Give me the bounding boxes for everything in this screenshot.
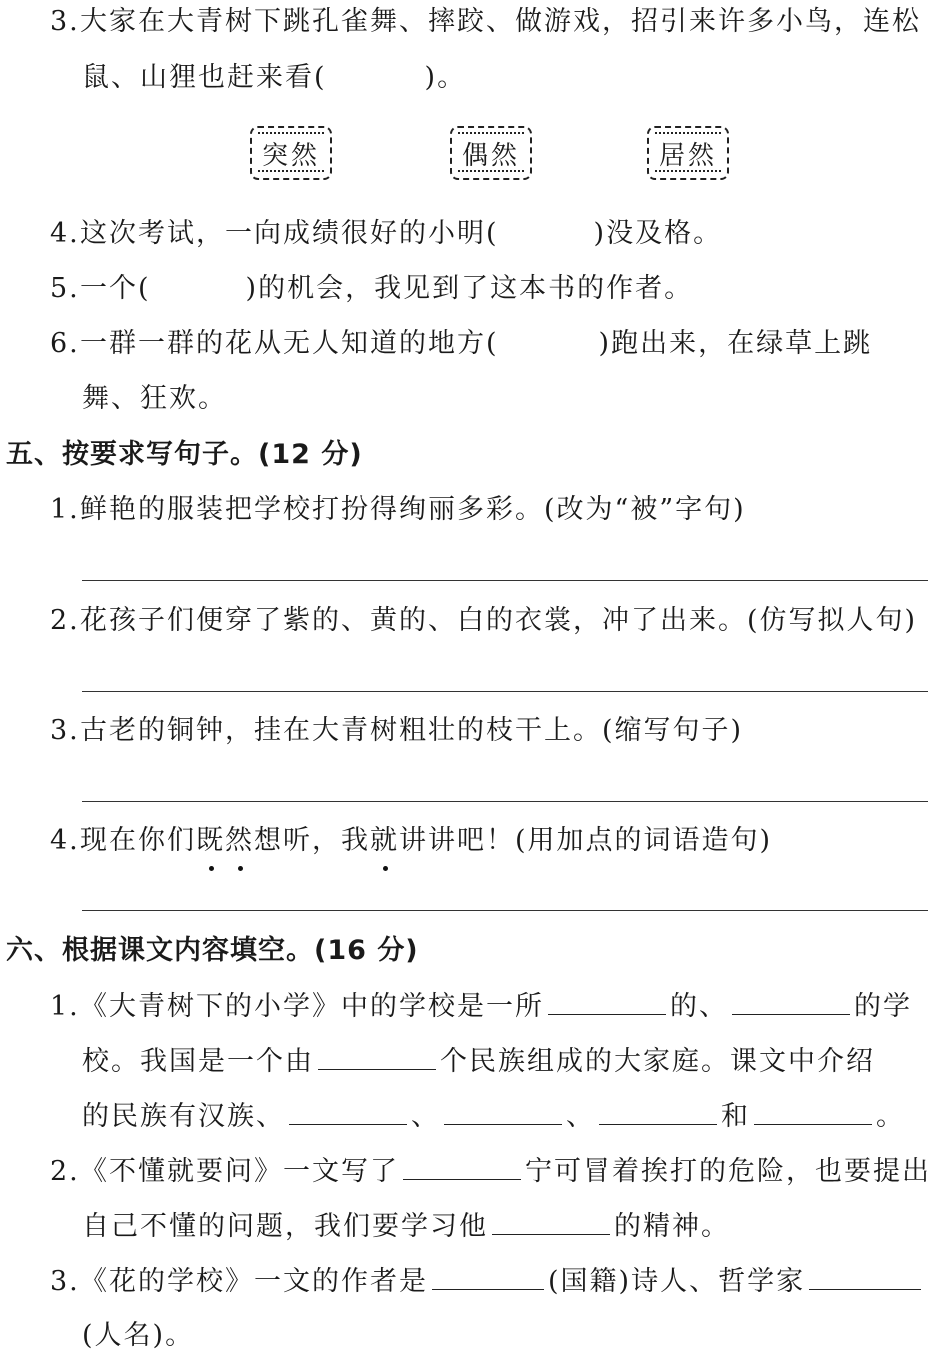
question-number: 1. [50,991,80,1022]
question-text: 想听，我 [254,825,370,856]
fill-question-1-line3 [82,1098,905,1135]
question-text: 舞、狂欢。 [82,383,227,414]
question-text: 《不懂就要问》一文写了 [80,1156,399,1187]
question-number: 5. [50,273,80,304]
question-text: 、 [566,1101,595,1132]
question-text: 的学 [854,991,912,1022]
fill-blank[interactable] [318,1043,436,1070]
question-3-line1 [50,4,921,40]
question-text: 的、 [670,991,728,1022]
question-text: 宁可冒着挨打的危险，也要提出 [525,1156,931,1187]
sentence-task-4 [50,823,772,859]
question-text: )跑出来，在绿草上跳 [598,328,873,359]
question-number: 4. [50,825,80,856]
question-text: 现在你们 [80,825,196,856]
answer-line-3[interactable] [82,801,928,802]
question-5 [50,271,693,307]
fill-blank[interactable] [754,1098,872,1125]
question-text: )。 [424,62,467,93]
question-text: )的机会，我见到了这本书的作者。 [245,273,694,304]
question-text: 和 [721,1101,750,1132]
question-number: 2. [50,1156,80,1187]
question-text: 古老的铜钟，挂在大青树粗壮的枝干上。(缩写句子) [80,715,744,746]
choice-label: 居然 [658,140,717,171]
fill-blank[interactable] [444,1098,562,1125]
question-number: 6. [50,328,80,359]
fill-question-2-line1 [50,1153,931,1190]
question-text: 自己不懂的问题，我们要学习他 [82,1211,488,1242]
choice-label: 偶然 [461,140,520,171]
fill-blank[interactable] [492,1208,610,1235]
question-text: (国籍)诗人、哲学家 [548,1266,806,1297]
question-text: 鼠、山狸也赶来看( [82,62,327,93]
fill-blank[interactable] [432,1263,544,1290]
section-title-text: 六、根据课文内容填空。(16 分) [6,935,419,966]
fill-question-2-line2 [82,1208,730,1245]
fill-blank[interactable] [403,1153,521,1180]
question-number: 4. [50,218,80,249]
question-text: 一群一群的花从无人知道的地方( [80,328,499,359]
question-text: 的精神。 [614,1211,730,1242]
emphasis-dot-char: 就 [370,823,399,859]
emphasis-dot-char: 既 [196,823,225,859]
question-6-line1 [50,326,872,362]
section-title-text: 五、按要求写句子。(12 分) [6,439,363,470]
section-6-title [6,933,419,969]
fill-blank[interactable] [548,988,666,1015]
question-text: 个民族组成的大家庭。课文中介绍 [440,1046,875,1077]
fill-question-3-line2 [82,1318,194,1354]
question-number: 2. [50,605,80,636]
question-text: 一个( [80,273,151,304]
choice-box-2 [450,126,532,180]
answer-line-2[interactable] [82,691,928,692]
answer-line-4[interactable] [82,910,928,911]
sentence-task-1 [50,492,746,528]
question-text: 这次考试，一向成绩很好的小明( [80,218,499,249]
question-text: 花孩子们便穿了紫的、黄的、白的衣裳，冲了出来。(仿写拟人句) [80,605,918,636]
question-text: 的民族有汉族、 [82,1101,285,1132]
choice-box-1 [250,126,332,180]
question-3-line2 [82,60,466,96]
sentence-task-2 [50,603,917,639]
section-5-title [6,437,363,473]
question-4 [50,216,722,252]
question-number: 1. [50,494,80,525]
question-6-line2 [82,381,227,417]
question-text: 鲜艳的服装把学校打扮得绚丽多彩。(改为“被”字句) [80,494,746,525]
fill-question-3-line1 [50,1263,925,1300]
question-text: (人名)。 [82,1320,195,1351]
choice-box-3 [647,126,729,180]
fill-blank[interactable] [599,1098,717,1125]
question-text: 《大青树下的小学》中的学校是一所 [80,991,544,1022]
sentence-task-3 [50,713,743,749]
question-text: 。 [876,1101,905,1132]
choice-label: 突然 [261,140,320,171]
question-number: 3. [50,1266,80,1297]
question-text: 讲讲吧！(用加点的词语造句) [399,825,773,856]
answer-line-1[interactable] [82,580,928,581]
question-number: 3. [50,6,80,37]
question-text: 大家在大青树下跳孔雀舞、摔跤、做游戏，招引来许多小鸟，连松 [80,6,921,37]
fill-blank[interactable] [289,1098,407,1125]
question-text: 校。我国是一个由 [82,1046,314,1077]
question-number: 3. [50,715,80,746]
fill-question-1-line1 [50,988,912,1025]
fill-question-1-line2 [82,1043,875,1080]
question-text: )没及格。 [593,218,723,249]
question-text: 、 [411,1101,440,1132]
question-text: 《花的学校》一文的作者是 [80,1266,428,1297]
emphasis-dot-char: 然 [225,823,254,859]
fill-blank[interactable] [809,1263,921,1290]
fill-blank[interactable] [732,988,850,1015]
